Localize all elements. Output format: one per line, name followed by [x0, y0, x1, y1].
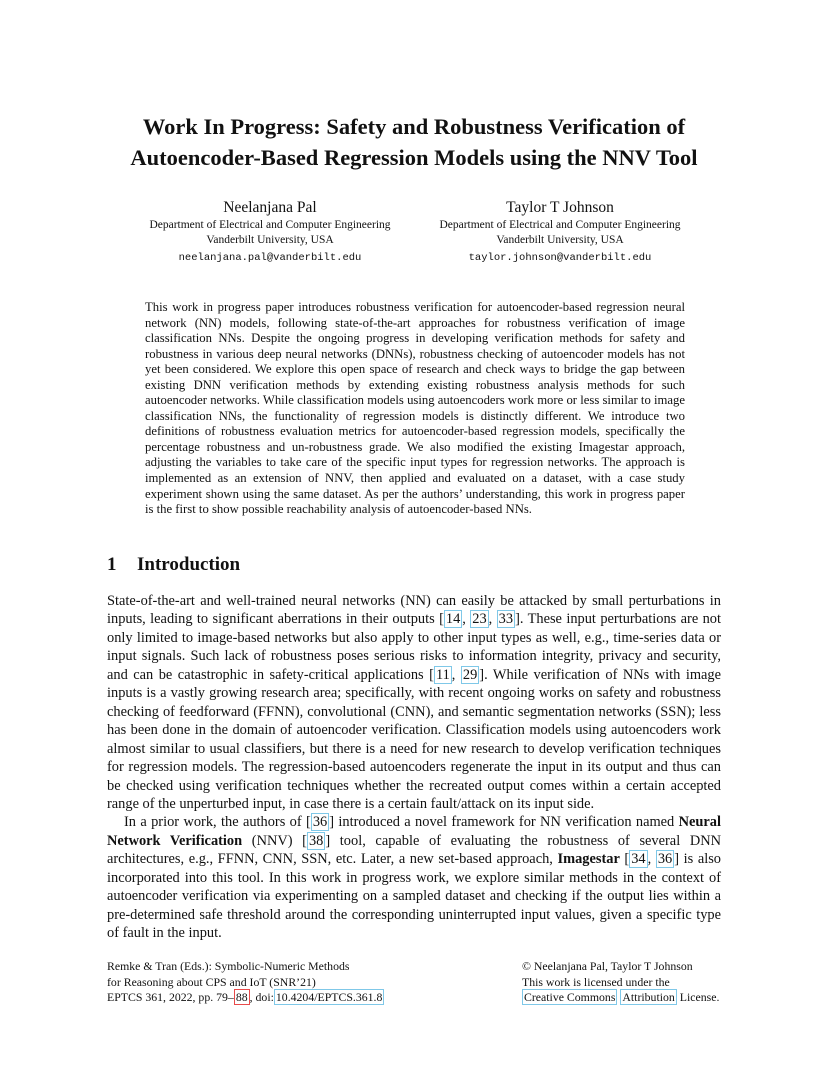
text-run: (NNV) [	[242, 832, 307, 849]
citation-link[interactable]: 23	[472, 611, 487, 628]
text-run: ] tool, capable of evaluating the robustness of several DNN architectures, e.g., FFNN, CNN, SSN, etc. Later, a new set-based approach,	[107, 832, 722, 868]
text-run: ]. While verification of NNs with image inputs is a vastly growing research area; specifically, with recent ongoing works on safety and robustness checking of feedforward (FFNN), convolutional (CNN), and semantic segmentation networks (SSN); less has been done in the domain of autoencoder verification. Classification models using autoencoders work almost similar to usual classifiers, but there is a need for new research to develop verification techniques for regression models. The regression-based autoencoders regenerate the input in its output and thus can be checked using verification techniques whether the recreated output comes within a certain accepted range of the unperturbed input, in case there is a certain fault/attack on its input side.	[107, 666, 721, 812]
footer-license-info	[522, 959, 742, 1006]
citation-link[interactable]: 14	[445, 611, 461, 628]
author-block-2	[410, 198, 710, 265]
text-run: ] is also incorporated into this tool. In this work in progress work, we explore similar methods in the context of autoencoder verification via experimenting on a sampled dataset and checking if the output lies within a pre-determined safe threshold around the corresponding uninterrupted input values, given a specific type of fault in the input.	[107, 851, 721, 942]
footer-publication-info	[107, 959, 467, 1006]
copyright-line: © Neelanjana Pal, Taylor T Johnson	[522, 959, 693, 973]
citation-link[interactable]: 36	[657, 851, 673, 868]
title-line-2: Autoencoder-Based Regression Models using the NNV Tool	[130, 145, 698, 170]
text-run: State-of-the-art and well-trained neural networks (NN) can easily be attacked by small perturbations in inputs, leading to significant aberrations in their outputs [	[107, 593, 721, 628]
citation-link[interactable]: 33	[498, 611, 514, 628]
citation-link[interactable]: 11	[435, 666, 450, 683]
text-run: In a prior work, the authors of [	[124, 814, 311, 831]
section-heading	[107, 553, 240, 577]
text-run: License.	[676, 990, 720, 1005]
license-line: This work is licensed under the	[522, 974, 670, 989]
author-block-1	[120, 198, 420, 265]
author-email[interactable]: taylor.johnson@vanderbilt.edu	[468, 252, 652, 264]
author-university: Vanderbilt University, USA	[206, 233, 334, 246]
body-text	[107, 592, 721, 943]
title-line-1: Work In Progress: Safety and Robustness Verification of	[142, 114, 686, 139]
bold-term: Neural Network Verification	[107, 814, 721, 849]
author-university: Vanderbilt University, USA	[496, 233, 624, 246]
paragraph-2: In a prior work, the authors of [ 36 ] introduced a novel framework for NN verification named Neural Network Verification (NNV) [ 38 ] tool, capable of evaluating the robustness of several DNN architectures, e.g., FFNN, CNN, SSN, etc. Later, a new set-based approach, Imagestar [ 34 , 36 ] is also incorporated into this tool. In this work in progress work, we explore similar methods in the context of autoencoder verification via experimenting on a sampled dataset and checking if the output lies within a pre-determined safe threshold around the corresponding uninterrupted input values, given a specific type of fault in the input.	[107, 814, 722, 942]
author-department: Department of Electrical and Computer Engineering	[439, 219, 681, 231]
text-run: ]. These input perturbations are not only limited to image-based networks but also apply to other input types as well, e.g., time-series data or input signals. Such lack of robustness poses serious risks to information integrity, privacy and security, and can be catastrophic in safety-critical applications [	[107, 611, 721, 683]
section-number: 1	[107, 554, 117, 575]
author-name: Neelanjana Pal	[223, 199, 317, 216]
footer-line: Remke & Tran (Eds.): Symbolic-Numeric Methods	[107, 959, 350, 973]
author-name: Taylor T Johnson	[506, 199, 614, 216]
bold-term: Imagestar	[557, 851, 620, 868]
page-end-link[interactable]: 88	[235, 990, 248, 1005]
doi-link[interactable]: 10.4204/EPTCS.361.8	[275, 990, 383, 1005]
citation-link[interactable]: 29	[462, 666, 478, 683]
text-run: [	[619, 851, 630, 868]
citation-link[interactable]: 34	[631, 851, 646, 868]
author-email[interactable]: neelanjana.pal@vanderbilt.edu	[178, 252, 362, 264]
author-department: Department of Electrical and Computer Engineering	[149, 219, 391, 231]
abstract: This work in progress paper introduces robustness verification for autoencoder-based regression neural network (NN) models, following state-of-the-art approaches for robustness verification of image classification NNs. Despite the ongoing progress in developing verification methods for safety and robustness in various deep neural networks (DNNs), robustness checking of autoencoder models has not yet been considered. We explore this open space of research and check ways to bridge the gap between existing DNN verification methods by extending existing robustness analysis methods for such autoencoder networks. While classification models using autoencoders work more or less similar to image classification NNs, the functionality of regression models is distinctly different. We introduce two definitions of robustness evaluation metrics for autoencoder-based regression models, specifically the percentage robustness and un-robustness grade. We also modified the existing Imagestar approach, adjusting the variables to take care of the specific input types for regression networks. The approach is implemented as an extension of NNV, then applied and evaluated on a dataset, with a case study experiment shown using the same dataset. As per the authors’ understanding, this work in progress paper is the first to show possible reachability analysis of autoencoder-based NNs.	[145, 300, 685, 517]
paper-title	[90, 111, 738, 173]
creative-commons-link[interactable]: Creative Commons	[524, 990, 616, 1005]
text-run: ] introduced a novel framework for NN verification named	[329, 814, 679, 831]
citation-link[interactable]: 36	[312, 814, 328, 831]
text-run: , doi:	[249, 990, 274, 1005]
text-run: EPTCS 361, 2022, pp. 79–	[107, 990, 234, 1005]
paragraph-1: State-of-the-art and well-trained neural networks (NN) can easily be attacked by small perturbations in inputs, leading to significant aberrations in their outputs [ 14 , 23 , 33 ]. These input perturbations are not only limited to image-based networks but also apply to other input types as well, e.g., time-series data or input signals. Such lack of robustness poses serious risks to information integrity, privacy and security, and can be catastrophic in safety-critical applications [ 11 , 29 ]. While verification of NNs with image inputs is a vastly growing research area; specifically, with recent ongoing works on safety and robustness checking of feedforward (FFNN), convolutional (CNN), and semantic segmentation networks (SSN); less has been done in the domain of autoencoder verification. Classification models using autoencoders work almost similar to usual classifiers, but there is a need for new research to develop verification techniques for regression models. The regression-based autoencoders regenerate the input in its output and thus can be checked using verification techniques whether the recreated output comes within a certain accepted range of the unperturbed input, in case there is a certain fault/attack on its input side.	[107, 593, 721, 812]
section-title: Introduction	[137, 554, 241, 575]
footer-line	[107, 990, 467, 1006]
license-links	[522, 990, 742, 1006]
citation-link[interactable]: 38	[308, 832, 324, 849]
footer-line: for Reasoning about CPS and IoT (SNR’21)	[107, 974, 316, 989]
attribution-link[interactable]: Attribution	[622, 990, 675, 1005]
